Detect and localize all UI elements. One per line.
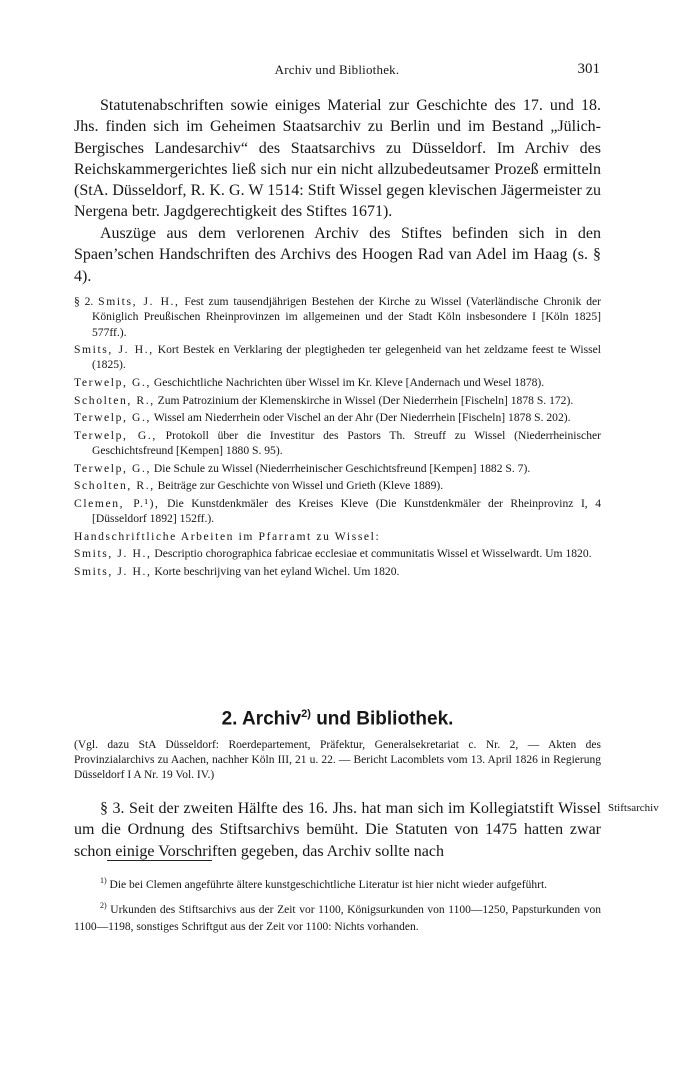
bibliography-author: Terwelp, G., bbox=[74, 411, 151, 425]
bibliography-entry bbox=[74, 410, 601, 425]
footnote-divider bbox=[107, 860, 212, 861]
bibliography-author: Terwelp, G., bbox=[74, 461, 151, 475]
section-heading-title: 2. Archiv bbox=[221, 708, 302, 730]
source-note: (Vgl. dazu StA Düsseldorf: Roerdepartement, Präfektur, Generalsekretariat c. Nr. 2, — Akten des Provinzialarchivs zu Aachen, nachher Köln III, 21 u. 22. — Bericht Lacomblets vom 13. April 1826 in Regierung Düsseldorf I A Nr. 19 Vol. IV.) bbox=[74, 739, 601, 782]
bibliography-author: Clemen, P.¹), bbox=[74, 496, 160, 510]
bibliography-text: Descriptio chorographica fabricae ecclesiae et communitatis Wissel et Wisselwardt. Um 1820. bbox=[154, 547, 592, 561]
bibliography-author: Smits, J. H., bbox=[74, 547, 152, 561]
bibliography-author: Scholten, R., bbox=[74, 393, 155, 407]
body-paragraph-3: § 3. Seit der zweiten Hälfte des 16. Jhs. hat man sich im Kollegiatstift Wissel um die Ordnung des Stiftsarchivs bemüht. Die Statuten von 1475 hatten zwar schon einige Vorschriften gegeben, das Archiv sollte nach bbox=[74, 800, 601, 860]
bibliography-entry bbox=[74, 375, 601, 390]
bibliography-text: Fest zum tausendjährigen Bestehen der Kirche zu Wissel (Vaterländische Chronik der Königlich Preußischen Rheinprovinzen im allgemeinen und der Stadt Köln insbesondere I [Köln 1825] 577ff.). bbox=[92, 295, 602, 339]
bibliography-entry bbox=[74, 496, 601, 527]
bibliography-text: Wissel am Niederrhein oder Vischel an der Ahr (Der Niederrhein [Fischeln] 1878 S. 202). bbox=[153, 411, 571, 425]
bibliography-entry bbox=[74, 393, 601, 408]
footnote-mark: 1) bbox=[100, 876, 107, 885]
bibliography-entry bbox=[74, 564, 601, 579]
footnote-1 bbox=[74, 873, 601, 893]
bibliography-text: Beiträge zur Geschichte von Wissel und Grieth (Kleve 1889). bbox=[157, 479, 444, 493]
marginal-note: Stiftsarchiv bbox=[608, 802, 659, 814]
bibliography-text: Korte beschrijving van het eyland Wichel. Um 1820. bbox=[154, 565, 400, 579]
running-head bbox=[74, 62, 600, 80]
bibliography-text: Zum Patrozinium der Klemenskirche in Wissel (Der Niederrhein [Fischeln] 1878 S. 172). bbox=[157, 393, 574, 407]
bibliography-entry bbox=[74, 342, 601, 373]
bibliography-text: Die Kunstdenkmäler des Kreises Kleve (Die Kunstdenkmäler der Rheinprovinz I, 4 [Düsseldorf 1892] 152ff.). bbox=[92, 496, 601, 526]
bibliography-subheading-text: Handschriftliche Arbeiten im Pfarramt zu Wissel: bbox=[74, 529, 381, 543]
section-mark: § 2. bbox=[74, 295, 94, 308]
footnote-2 bbox=[74, 898, 601, 935]
bibliography-author: Smits, J. H., bbox=[74, 565, 152, 579]
bibliography-entry bbox=[74, 461, 601, 476]
bibliography-text: Geschichtliche Nachrichten über Wissel im Kr. Kleve [Andernach und Wesel 1878). bbox=[153, 376, 545, 390]
footnotes bbox=[74, 873, 601, 940]
page-number: 301 bbox=[577, 61, 600, 77]
footnote-mark: 2) bbox=[100, 901, 107, 911]
bibliography-entry bbox=[74, 294, 601, 340]
bibliography-text: Die Schule zu Wissel (Niederrheinischer Geschichtsfreund [Kempen] 1882 S. 7). bbox=[153, 461, 531, 475]
bibliography-text: Protokoll über die Investitur des Pastors Th. Streuff zu Wissel (Niederrheinischer Geschichtsfreund [Kempen] 1880 S. 95). bbox=[92, 428, 601, 458]
bibliography-list bbox=[74, 294, 601, 582]
footnote-ref: 2) bbox=[301, 708, 311, 720]
section-heading-rest: und Bibliothek. bbox=[310, 708, 454, 730]
bibliography-author: Terwelp, G., bbox=[74, 428, 157, 442]
footnote-text: Die bei Clemen angeführte ältere kunstgeschichtliche Literatur ist hier nicht wieder aufgeführt. bbox=[109, 878, 548, 891]
body-paragraph-2: Auszüge aus dem verlorenen Archiv des Stiftes befinden sich in den Spaen’schen Handschriften des Archivs des Hoogen Rad van Adel im Haag (s. § 4). bbox=[74, 225, 601, 285]
bibliography-entry bbox=[74, 546, 601, 561]
bibliography-entry bbox=[74, 428, 601, 459]
running-head-title: Archiv und Bibliothek. bbox=[274, 62, 400, 77]
bibliography-author: Smits, J. H., bbox=[98, 295, 180, 308]
bibliography-author: Scholten, R., bbox=[74, 479, 155, 493]
bibliography-entry bbox=[74, 478, 601, 493]
bibliography-subheading bbox=[74, 529, 601, 544]
body-paragraph-1: Statutenabschriften sowie einiges Material zur Geschichte des 17. und 18. Jhs. finden sich im Geheimen Staatsarchiv zu Berlin und im Bestand „Jülich-Bergisches Landesarchiv“ des Staatsarchivs zu Düsseldorf. Im Archiv des Reichskammergerichtes ließ sich nur ein nicht allzubedeutsamer Prozeß ermitteln (StA. Düsseldorf, R. K. G. W 1514: Stift Wissel gegen klevischen Jägermeister zu Nergena betr. Jagdgerechtigkeit des Stiftes 1671). bbox=[74, 97, 601, 221]
bibliography-author: Smits, J. H., bbox=[74, 343, 154, 357]
section-heading bbox=[74, 708, 601, 730]
footnote-text: Urkunden des Stiftsarchivs aus der Zeit vor 1100, Königsurkunden von 1100—1250, Papsturkunden von 1100—1198, sonstiges Schriftgut aus der Zeit vor 1100: Nichts vorhanden. bbox=[74, 904, 602, 933]
bibliography-text: Kort Bestek en Verklaring der plegtigheden ter gelegenheid van het zeldzame feest te Wissel (1825). bbox=[92, 343, 601, 372]
bibliography-author: Terwelp, G., bbox=[74, 376, 151, 390]
